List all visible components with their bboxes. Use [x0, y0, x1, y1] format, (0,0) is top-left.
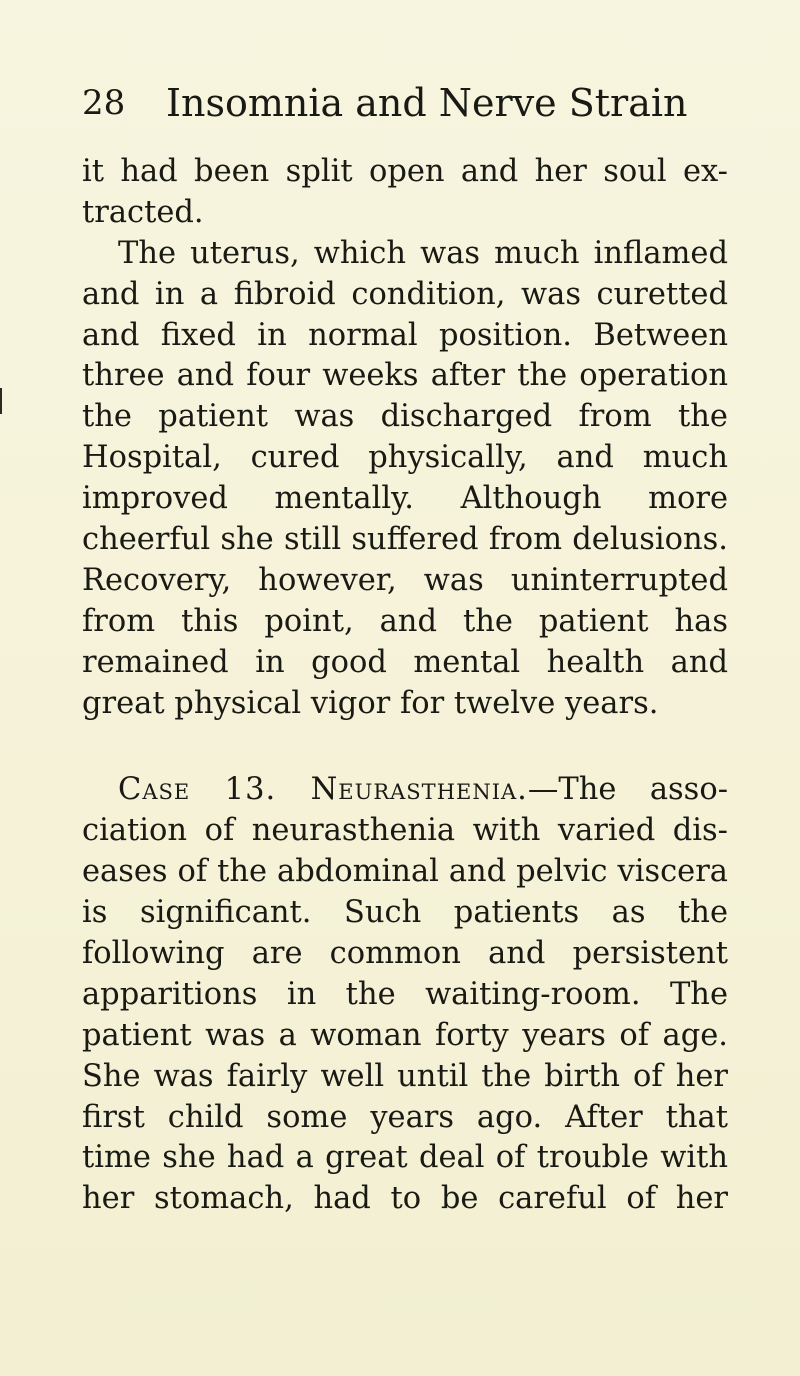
page-number: 28 — [82, 83, 126, 123]
text-line: great physical vigor for twelve years. — [82, 685, 659, 721]
text-line: from this point, and the patient has — [82, 603, 728, 639]
text-line: it had been split open and her soul ex- — [82, 154, 728, 189]
text-line: Hospital, cured physically, and much — [82, 440, 728, 476]
text-line: time she had a great deal of trouble with — [82, 1140, 728, 1176]
text-line: and in a fibroid condition, was curetted — [82, 276, 728, 312]
text-line: eases of the abdominal and pelvic viscera — [82, 854, 728, 890]
paragraph-gap — [82, 724, 728, 770]
text-line: her stomach, had to be careful of her — [82, 1181, 728, 1217]
case-line-rest: —The asso- — [527, 772, 729, 808]
text-line: improved mentally. Although more — [82, 481, 728, 517]
page-edge-mark — [0, 388, 2, 414]
text-line: first child some years ago. After that — [82, 1099, 728, 1135]
text-line: cheerful she still suffered from delusions. — [82, 522, 728, 558]
text-line: following are common and persistent — [82, 936, 728, 972]
text-line: The uterus, which was much inflamed — [118, 235, 728, 271]
running-title: Insomnia and Nerve Strain — [166, 81, 688, 125]
text-line-case-heading — [82, 770, 728, 811]
case-label: Case 13. Neurasthenia. — [118, 772, 528, 808]
text-line: Recovery, however, was uninterrupted — [82, 562, 728, 598]
text-line: is significant. Such patients as the — [82, 895, 728, 931]
body-text — [82, 152, 728, 1220]
text-line: remained in good mental health and — [82, 644, 728, 680]
text-line: patient was a woman forty years of age. — [82, 1017, 728, 1053]
text-line: tracted. — [82, 194, 204, 230]
text-line: ciation of neurasthenia with varied dis- — [82, 813, 728, 849]
text-line: and fixed in normal position. Between — [82, 317, 728, 353]
text-line: apparitions in the waiting-room. The — [82, 976, 728, 1012]
text-line: She was fairly well until the birth of her — [82, 1058, 728, 1094]
text-line: three and four weeks after the operation — [82, 358, 728, 394]
page-header — [0, 78, 800, 138]
text-line: the patient was discharged from the — [82, 399, 728, 435]
